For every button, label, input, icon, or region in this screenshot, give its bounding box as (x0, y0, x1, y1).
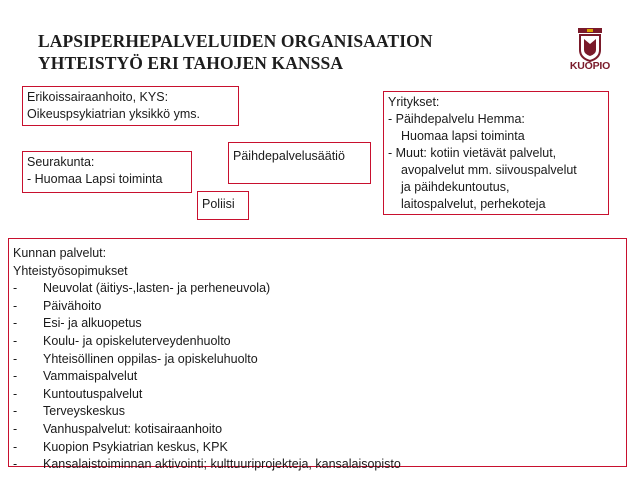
list-item: - Koulu- ja opiskeluterveydenhuolto (13, 333, 231, 348)
yritykset-box (383, 91, 609, 215)
yritykset-item-1-line-2: Huomaa lapsi toiminta (401, 129, 525, 143)
yritykset-item-2-line-2: avopalvelut mm. siivouspalvelut (401, 163, 577, 177)
list-item: - Vanhuspalvelut: kotisairaanhoito (13, 421, 223, 436)
yritykset-title: Yritykset: (388, 95, 440, 109)
erikoissairaanhoito-line-1: Erikoissairaanhoito, KYS: (27, 90, 169, 104)
list-item: - Kansalaistoiminnan aktivointi; kulttuuriprojekteja, kansalaisopisto (13, 457, 401, 472)
kunnan-palvelut-title: Kunnan palvelut: (13, 246, 107, 260)
yritykset-item-2-line-3: ja päihdekuntoutus, (401, 180, 510, 194)
list-item: - Esi- ja alkuopetus (13, 316, 142, 331)
slide-title-line-1: LAPSIPERHEPALVELUIDEN ORGANISAATION (38, 31, 433, 51)
yritykset-item-1-line-1: - Päihdepalvelu Hemma: (388, 112, 525, 126)
paihdepalvelusaatio-label: Päihdepalvelusäätiö (233, 149, 345, 163)
kuopio-logo-text: KUOPIO (569, 60, 611, 72)
seurakunta-box (22, 151, 192, 193)
erikoissairaanhoito-line-2: Oikeuspsykiatrian yksikkö yms. (27, 107, 200, 121)
list-item: - Kuopion Psykiatrian keskus, KPK (13, 439, 228, 454)
seurakunta-line-1: Seurakunta: (27, 155, 95, 169)
kunnan-palvelut-box (8, 238, 627, 472)
poliisi-box (197, 191, 249, 220)
yritykset-item-2-line-4: laitospalvelut, perhekoteja (401, 197, 546, 211)
slide-title (38, 30, 508, 74)
erikoissairaanhoito-box (22, 86, 239, 126)
seurakunta-line-2: - Huomaa Lapsi toiminta (27, 172, 163, 186)
list-item: - Terveyskeskus (13, 404, 125, 419)
list-item: - Päivähoito (13, 298, 102, 313)
poliisi-label: Poliisi (202, 197, 235, 211)
yritykset-item-2-line-1: - Muut: kotiin vietävät palvelut, (388, 146, 557, 160)
list-item: - Neuvolat (äitiys-,lasten- ja perheneuvola) (13, 281, 271, 296)
list-item: - Kuntoutuspalvelut (13, 386, 143, 401)
paihdepalvelusaatio-box (228, 142, 371, 184)
list-item: - Vammaispalvelut (13, 369, 138, 384)
kunnan-palvelut-subtitle: Yhteistyösopimukset (13, 263, 128, 278)
list-item: - Yhteisöllinen oppilas- ja opiskeluhuolto (13, 351, 258, 366)
slide-title-line-2: YHTEISTYÖ ERI TAHOJEN KANSSA (38, 53, 344, 73)
